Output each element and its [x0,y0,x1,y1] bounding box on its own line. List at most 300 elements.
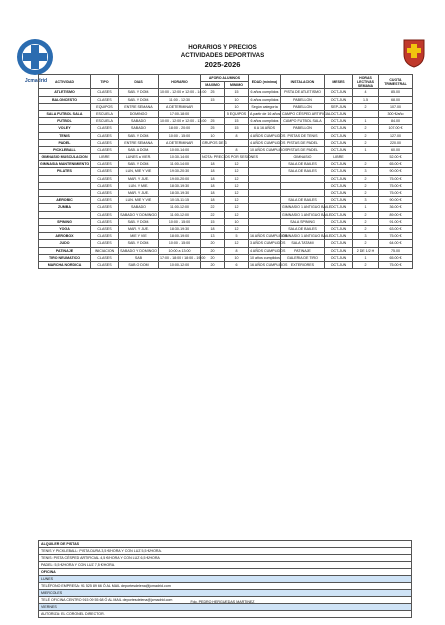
cell-maximo: 18 [201,197,225,204]
cell-horario: 10:00 - 15:00 [159,132,201,139]
cell-minimo: 12 [225,190,249,197]
cell-instalacion: PABELLON [281,96,325,103]
cell-dias: ENTRE SEMANA [119,103,159,110]
cell-edad: 10 años cumplidos [250,255,280,260]
cell-minimo: 5 [225,233,249,240]
cell-edad: 6 años cumplidos [249,89,281,96]
col-instalacion: INSTALACION [281,75,325,89]
cell-dias: SABADO [119,118,159,125]
cell-meses: OCT-JUN [325,182,353,189]
cell-instalacion: PISTA DE ATLETISMO [281,89,325,96]
cell-edad [249,175,281,182]
table-row [39,103,413,110]
cell-dias: MAR. Y JUE. [119,225,159,232]
cell-meses: OCT-JUN [325,139,353,146]
cell-minimo: 6 [225,261,249,268]
col-actividad: ACTIVIDAD [39,75,91,89]
cell-horario: 11:00-12:00 [159,204,201,211]
cell-minimo: 10 [225,96,249,103]
cell-instalacion: PISTAS DE PADEL [281,146,325,153]
cell-maximo: 20 [201,254,225,261]
cell-instalacion: GALERIA DE TIRO [281,254,325,261]
cell-maximo: 18 [201,182,225,189]
cell-meses: OCT-JUN [325,197,353,204]
alquiler-line-1: TENIS Y PICKLEBALL: PISTA DURA 3,5 €/HORA Y CON LUZ 5,5 €/HORA. [38,548,412,555]
cell-edad: A partir de 16 años [250,111,281,116]
col-edad: EDAD (mínima) [249,75,281,89]
cell-tipo: CLASES [91,175,119,182]
cell-meses: OCT-JUN [325,233,353,240]
cell-cuota: 75.00 € [379,261,413,268]
logo-icon [14,36,56,78]
table-row [39,96,413,103]
oficina-line-2: TELÉ OFICINA CENTRO 915 09 55 68 Ó AL MAIL deportesdelena@jcmadrid.com [38,597,412,604]
cell-edad: 4 AÑOS CUMPLIDOS [250,133,286,138]
cell-actividad: TENIS [39,132,91,139]
cell-meses: OCT-JUN [325,190,353,197]
cell-instalacion: PATINAJE [281,247,325,254]
cell-horas: 2 [353,225,379,232]
cell-edad [249,218,281,225]
cell-horas: 3 [353,168,379,175]
cell-edad: 4 AÑOS CUMPLIDOS [250,140,286,145]
cell-horario: 17:00-18:00 [159,110,201,117]
page-title: HORARIOS Y PRECIOS [188,44,257,51]
cell-meses: OCT-JUN [325,89,353,96]
cell-horario: A DETERMINAR [159,103,201,110]
cell-edad [249,182,281,189]
cell-actividad: YOGA [39,225,91,232]
cell-edad: 4 AÑOS CUMPLIDOS [250,248,286,253]
page-subtitle: ACTIVIDADES DEPORTIVAS [180,52,265,59]
cell-maximo [201,103,225,110]
cell-tipo: CLASES [91,125,119,132]
cell-tipo: CLASES [91,89,119,96]
cell-dias: MAR. Y JUE. [119,175,159,182]
cell-tipo: CLASES [91,225,119,232]
cell-edad [249,211,281,218]
cell-cuota: 75.00 [379,247,413,254]
table-row [39,204,413,211]
cell-edad [249,225,281,232]
table-row [39,211,413,218]
cell-horas: 2 [353,190,379,197]
cell-instalacion: GIMNASIO 1 ANTIGUO BAILE [282,234,332,239]
oficina-day-3: VIERNES [38,604,412,611]
cell-actividad: AEROBOX [39,233,91,240]
cell-edad: 16 AÑOS CUMPLIDOS [250,262,288,267]
cell-horario: 11:00 - 12:30 [159,96,201,103]
cell-dias: ENTRE SEMANA [119,139,159,146]
cell-minimo: 12 [225,182,249,189]
cell-minimo: 8 [225,132,249,139]
cell-horario: 10:00 - 15:00 [159,240,201,247]
cell-maximo: 18 [201,190,225,197]
cell-edad [249,204,281,211]
cell-tipo: CLASES [91,261,119,268]
cell-horas: 1 [353,254,379,261]
cell-dias: SABADO [119,204,159,211]
cell-actividad [39,175,91,182]
cell-instalacion: SALA DE BAILES [281,197,325,204]
cell-meses: OCT-JUN [325,247,353,254]
cell-horario: 10:15-11:15 [159,197,201,204]
cell-tipo: CLASES [91,204,119,211]
season: 2025-2026 [204,60,241,69]
cell-instalacion: SALA DE BAILES [281,161,325,168]
table-row [39,175,413,182]
cell-horas: 2 [353,182,379,189]
cell-horas: 3 [353,233,379,240]
cell-maximo: 25 [201,89,225,96]
oficina-day-1: LUNES [38,576,412,583]
cell-instalacion: GIMNASIO 1 ANTIGUO BAILE [282,205,332,210]
cell-tipo: CLASES [91,211,119,218]
cell-minimo: 12 [225,168,249,175]
table-row [39,247,413,254]
cell-instalacion [281,182,325,189]
cell-actividad: ZUMBA [39,204,91,211]
cell-horas: 1 [353,204,379,211]
table-row [39,190,413,197]
cell-cuota: 107.00 [379,103,413,110]
cell-meses: OCT-JUN [325,96,353,103]
cell-meses: OCT-JUN [325,211,353,218]
cell-actividad: FUTBOL [39,118,91,125]
cell-dias: SAB. Y DOM. [119,96,159,103]
cell-dias: SAB. Y DOM. [119,89,159,96]
cell-dias: SAB. Y DOM. [119,218,159,225]
cell-dias: SAB. Y DOM. [119,240,159,247]
table-row [39,218,413,225]
notes-block [38,540,412,618]
cell-maximo [201,146,225,153]
cell-tipo: CLASES [91,139,119,146]
cell-edad: 10 AÑOS CUMPLIDOS [250,147,288,152]
cell-cuota: 52.00 € [379,154,413,161]
cell-maximo: 20 [201,261,225,268]
col-dias: DIAS [119,75,159,89]
cell-minimo: 12 [225,197,249,204]
cell-meses: OCT-JUN [325,204,353,211]
cell-meses: OCT-JUN [325,168,353,175]
cell-actividad: JUDO [39,240,91,247]
cell-cuota: 90.00 € [379,197,413,204]
cell-minimo: 15 [225,89,249,96]
cell-actividad [39,182,91,189]
cell-cuota: 91.00 € [379,218,413,225]
cell-cuota: 300 €/año [379,110,413,117]
crest-icon [402,38,426,68]
cell-dias: SAB. Y DOM. [119,161,159,168]
cell-actividad [39,211,91,218]
cell-cuota: 63.00 € [379,225,413,232]
schedule-body [39,89,413,269]
col-tipo: TIPO [91,75,119,89]
cell-edad [249,190,281,197]
cell-minimo [225,139,249,146]
cell-horario: 11:00-12:00 [159,211,201,218]
col-cuota: CUOTA TRIMESTRAL [379,75,413,89]
cell-maximo: 22 [201,204,225,211]
cell-maximo: 22 [201,211,225,218]
cell-minimo: 12 [225,225,249,232]
cell-tipo: CLASES [91,161,119,168]
cell-edad: 3 AÑOS CUMPLIDOS [250,241,286,246]
cell-tipo: ESCUELA [91,118,119,125]
cell-edad: 16 AÑOS CUMPLIDOS [250,234,288,239]
cell-maximo: 18 [201,168,225,175]
cell-tipo: CLASES [91,146,119,153]
cell-cuota: 75.00 € [379,175,413,182]
cell-horas: 2 [353,211,379,218]
cell-minimo: 12 [225,161,249,168]
cell-horario: 11:00-14:00 [159,161,201,168]
cell-tipo: CLASES [91,197,119,204]
cell-minimo: 12 [225,211,249,218]
cell-cuota: 65.00 € [379,254,413,261]
cell-minimo: 15 [225,118,249,125]
table-row [39,161,413,168]
cell-maximo: 25 [201,125,225,132]
cell-cuota: 75.00 € [379,190,413,197]
cell-dias: DOMINGO [119,110,159,117]
table-row [39,89,413,96]
cell-edad [249,161,281,168]
cell-tipo: LIBRE [91,154,119,161]
cell-horario: 10:30-14:00 [159,154,201,161]
oficina-label: OFICINA [38,569,412,576]
table-row [39,125,413,132]
cell-dias: SABADO Y DOMINGO [120,212,157,217]
alquiler-label: ALQUILER DE PISTAS [38,540,412,548]
table-row [39,225,413,232]
cell-meses: LIBRE [325,154,353,161]
cell-tipo: CLASES [91,240,119,247]
cell-cuota: 220.00 [379,139,413,146]
cell-instalacion [281,190,325,197]
cell-tipo: CLASES [91,233,119,240]
cell-meses: OCT-JUN [325,225,353,232]
table-row [39,154,413,161]
cell-edad: 6 A 16 AÑOS [249,125,281,132]
table-row [39,182,413,189]
col-aforo: AFORO ALUMNOS [201,75,249,82]
cell-horario: 18:30-19:30 [159,182,201,189]
cell-horas: 3 [353,197,379,204]
oficina-line-1: TELÉFONO EMPRESA: 91 525 89 66 Ó AL MAIL deportesdelena@jcmadrid.com [38,583,412,590]
cell-edad: 6 años cumplidos [249,118,281,125]
cell-maximo: 20 [201,240,225,247]
cell-actividad: GIMNASIA MANTENIMIENTO [40,162,90,167]
table-row [39,197,413,204]
table-row [39,254,413,261]
cell-horario: 10:00-12:00 [159,261,201,268]
cell-tipo: CLASES [91,218,119,225]
cell-dias: MAR. Y JUE. [119,190,159,197]
cell-instalacion: SALA DE BAILES [281,168,325,175]
cell-horas: 2 [353,175,379,182]
table-row [39,240,413,247]
cell-edad [249,168,281,175]
cell-minimo: 10 [225,103,249,110]
cell-cuota: 89.00 € [379,211,413,218]
cell-horas: 2 [353,125,379,132]
cell-cuota: 85.00 [379,89,413,96]
cell-maximo: 20 [201,247,225,254]
cell-meses: OCT-JUN [325,125,353,132]
cell-tipo: CLASES [91,190,119,197]
cell-meses: OCT-JUN [325,175,353,182]
cell-maximo: 18 [201,225,225,232]
cell-horario: 18:00-19:00 [159,233,201,240]
cell-horas: 1.5 [353,96,379,103]
cell-dias: LUN. Y MIE. [119,182,159,189]
cell-tipo: CLASES [91,168,119,175]
cell-dias: LUNES a VIER. [119,154,159,161]
cell-horario: A DETERMINAR [159,139,201,146]
table-row [39,139,413,146]
cell-actividad: PICKLEBALL [39,146,91,153]
cell-maximo: GRUPOS DE 3 [202,140,227,145]
cell-instalacion: SALA TATAMI [281,240,325,247]
cell-tipo: INICIACION [91,247,119,254]
cell-cuota: 36.00 € [379,204,413,211]
col-horas: HORAS LECTIVAS SEMANA [353,75,379,89]
cell-maximo: 10 [201,132,225,139]
table-row [39,261,413,268]
cell-instalacion: PISTAS DE TENIS [281,132,325,139]
alquiler-line-3: PADEL: 5,5 €/HORA Y CON LUZ 7,5 €/HORA. [38,562,412,569]
cell-horas: 2 DE 1/2 H [353,247,379,254]
schedule-table [38,74,413,269]
cell-maximo [201,110,225,117]
cell-instalacion: PABELLON [281,103,325,110]
cell-horas: 2 [353,132,379,139]
col-horario: HORARIO [159,75,201,89]
cell-cuota: 65.00 € [379,161,413,168]
cell-horario: 10:00 - 12:00 e 12:00 - 14:00 [160,90,207,95]
cell-horas: 2 [353,103,379,110]
cell-tipo: CLASES [91,182,119,189]
cell-meses: SEP-JUN [325,103,353,110]
cell-horas: 4 [353,89,379,96]
cell-meses: OCT-JUN [325,218,353,225]
table-row [39,168,413,175]
oficina-day-2: MIERCOLES [38,590,412,597]
cell-dias: SAB. Y DOM. [119,132,159,139]
cell-actividad: PADEL [39,139,91,146]
cell-horario: 10:00 - 12:00 e 12:00 - 13:00 [160,119,207,124]
cell-minimo: 10 [225,254,249,261]
cell-horas: 1 [353,118,379,125]
cell-minimo: 12 [225,175,249,182]
cell-edad: Según categoría [249,103,281,110]
cell-dias: SABADO [119,125,159,132]
cell-dias: MIE Y VIE [119,233,159,240]
cell-actividad: PILATES [39,168,91,175]
cell-horas: 2 [353,139,379,146]
cell-cuota: 75.00 € [379,233,413,240]
cell-instalacion [281,175,325,182]
cell-actividad: SALA FUTBOL SALA [39,110,91,117]
cell-maximo: 18 [201,161,225,168]
logo-text: Jcmadrid [24,78,48,84]
cell-meses: OCT-JUN [325,161,353,168]
cell-maximo: 13 [201,233,225,240]
cell-minimo: 12 [225,240,249,247]
cell-instalacion: PABELLON [281,125,325,132]
cell-actividad: TIRO NEUMATICO [39,254,91,261]
cell-minimo: 15 [225,125,249,132]
table-row [39,110,413,117]
cell-horas: 1 [353,146,379,153]
cell-actividad [39,103,91,110]
cell-instalacion: CAMPO FUTBOL SALA [281,118,325,125]
cell-horario: 18:30-19:30 [159,190,201,197]
cell-actividad: MARCHA NORDICA [39,261,91,268]
cell-horario: 10:00-14:00 [159,146,201,153]
cell-horas: 2 [353,261,379,268]
cell-maximo: NOTA: PRECIOS POR SESIONES [202,155,259,160]
cell-instalacion: GIMNASIO [281,154,325,161]
cell-tipo: CLASES [91,96,119,103]
cell-instalacion: EXTERIORES [281,261,325,268]
cell-horas [353,154,379,161]
cell-minimo: 12 [225,204,249,211]
cell-actividad: PATINAJE [39,247,91,254]
cell-cuota: 107.00 € [379,125,413,132]
cell-horario: 10:00 - 15:00 [159,218,201,225]
cell-maximo: 15 [201,218,225,225]
cell-horas [353,110,379,117]
cell-tipo: EQUIPOS [91,103,119,110]
cell-meses: OCT-JUN [325,254,353,261]
cell-actividad: SPINING [39,218,91,225]
cell-horas: 2 [353,161,379,168]
col-maximo: MAXIMO [201,82,225,89]
cell-horas: 2 [353,218,379,225]
col-minimo: MINIMO [225,82,249,89]
cell-maximo: 18 [201,175,225,182]
cell-meses: OCT-JUN [325,261,353,268]
cell-actividad: GIMNASIO MUSCULACION [39,154,91,161]
cell-maximo: 25 [201,118,225,125]
cell-instalacion: GIMNASIO 1 ANTIGUO BAILE [282,212,332,217]
cell-horario: 17:00 - 18:00 / 18:00 - 19:00 [160,255,206,260]
cell-instalacion: PISTAS DE PADEL [281,139,325,146]
cell-cuota: 127.00 [379,132,413,139]
cell-tipo: ESCUELA [91,110,119,117]
signature: Fdo. PEDRO HERGUEDAS MARTINEZ [190,600,255,604]
cell-dias: SAB O DOM [119,261,159,268]
title-block [120,44,325,69]
cell-minimo: 8 [225,146,249,153]
cell-meses: OCT-JUN [325,146,353,153]
cell-cuota: 68.00 [379,96,413,103]
table-row [39,233,413,240]
cell-meses: OCT-JUN [325,240,353,247]
table-row [39,146,413,153]
cell-horas: 2 [353,240,379,247]
cell-horario: 18:00 - 20:00 [159,125,201,132]
cell-maximo: 15 [201,96,225,103]
alquiler-line-2: TENIS: PISTA CÉSPED ARTIFICIAL 4,5 €/HORA Y CON LUZ 6,5 €/HORA [38,555,412,562]
col-meses: MESES [325,75,353,89]
cell-cuota: 64.00 € [379,240,413,247]
cell-instalacion: SALA SPINING [281,218,325,225]
cell-horario: 19:30-20:30 [159,168,201,175]
